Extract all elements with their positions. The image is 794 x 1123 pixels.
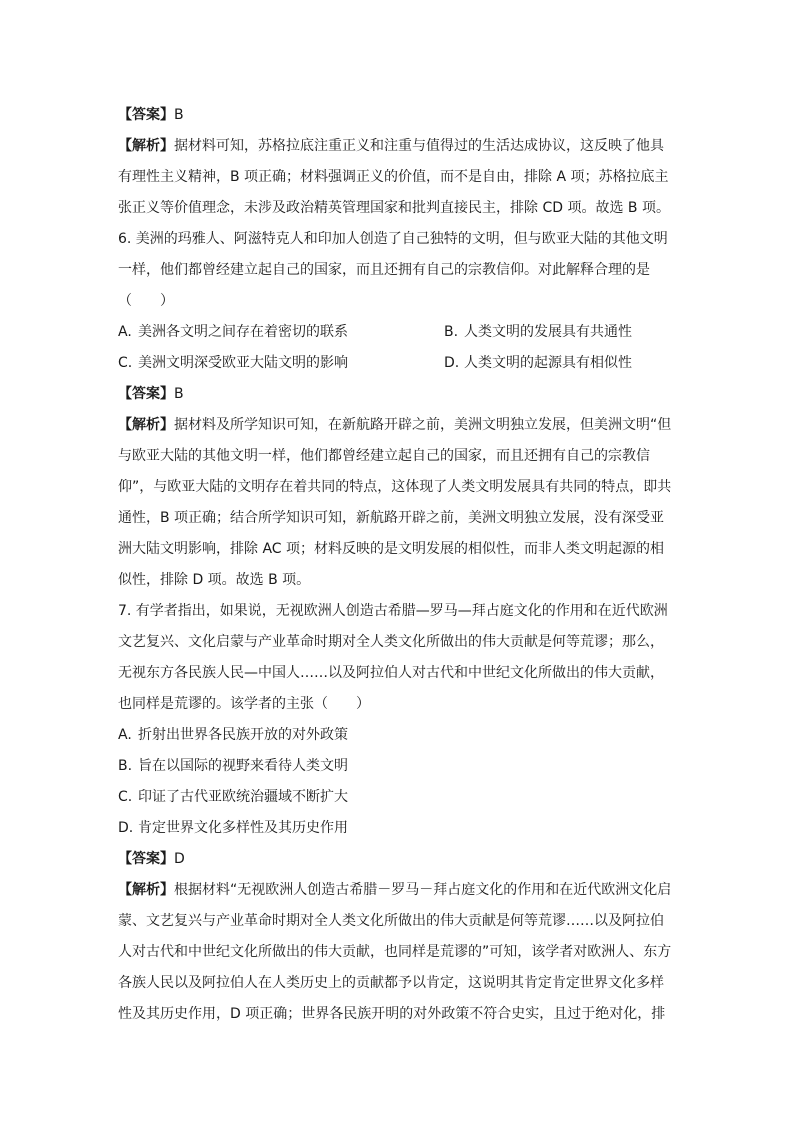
option-d bbox=[444, 348, 632, 379]
answer-tag: 【答案】 bbox=[118, 107, 174, 123]
analysis-text: 洲大陆文明影响，排除 AC 项；材料反映的是文明发展的相似性，而非人类文明起源的相 bbox=[118, 541, 665, 557]
q6-analysis-line bbox=[118, 410, 678, 441]
analysis-text: 张正义等价值理念，未涉及政治精英管理国家和批判直接民主，排除 CD 项。故选 B 项。 bbox=[118, 200, 670, 216]
analysis-text: 通性，B 项正确；结合所学知识可知，新航路开辟之前，美洲文明独立发展，没有深受亚 bbox=[118, 510, 665, 526]
question-stem: 也同样是荒谬的。该学者的主张（ ） bbox=[118, 696, 370, 712]
analysis-text: 性及其历史作用，D 项正确；世界各民族开明的对外政策不符合史实，且过于绝对化，排 bbox=[118, 1006, 666, 1022]
question-stem: 6. 美洲的玛雅人、阿滋特克人和印加人创造了自己独特的文明，但与欧亚大陆的其他文明 bbox=[118, 231, 668, 247]
option-text: 人类文明的起源具有相似性 bbox=[464, 355, 632, 371]
option-text: 人类文明的发展具有共通性 bbox=[464, 324, 632, 340]
question-stem: 一样，他们都曾经建立起自己的国家，而且还拥有自己的宗教信仰。对此解释合理的是 bbox=[118, 262, 650, 278]
q5-analysis-line bbox=[118, 131, 678, 162]
question-stem: 无视东方各民族人民—中国人……以及阿拉伯人对古代和中世纪文化所做出的伟大贡献， bbox=[118, 665, 664, 681]
analysis-text: 人对古代和中世纪文化所做出的伟大贡献，也同样是荒谬的”可知，该学者对欧洲人、东方 bbox=[118, 944, 672, 960]
option-b bbox=[444, 317, 632, 348]
option-text: 美洲各文明之间存在着密切的联系 bbox=[138, 324, 348, 340]
option-text: 肯定世界文化多样性及其历史作用 bbox=[138, 820, 348, 836]
question-stem: （ ） bbox=[118, 293, 174, 309]
answer-value: B bbox=[174, 107, 184, 123]
analysis-text: 与欧亚大陆的其他文明一样，他们都曾经建立起自己的国家，而且还拥有自己的宗教信 bbox=[118, 448, 650, 464]
option-text: 折射出世界各民族开放的对外政策 bbox=[138, 727, 348, 743]
option-letter: D. bbox=[118, 820, 134, 836]
option-c bbox=[118, 782, 678, 813]
answer-value: B bbox=[174, 386, 184, 402]
option-letter: C. bbox=[118, 789, 133, 805]
analysis-text: 蒙、文艺复兴与产业革命时期对全人类文化所做出的伟大贡献是何等荒谬……以及阿拉伯 bbox=[118, 913, 664, 929]
analysis-text: 仰”，与欧亚大陆的文明存在着共同的特点，这体现了人类文明发展具有共同的特点，即共 bbox=[118, 479, 672, 495]
option-letter: A. bbox=[118, 324, 132, 340]
option-b bbox=[118, 751, 678, 782]
answer-tag: 【答案】 bbox=[118, 851, 174, 867]
q7-answer-line bbox=[118, 844, 678, 875]
question-stem: 7. 有学者指出，如果说，无视欧洲人创造古希腊—罗马—拜占庭文化的作用和在近代欧洲 bbox=[118, 603, 668, 619]
option-letter: B. bbox=[118, 758, 133, 774]
q7-analysis-line bbox=[118, 875, 678, 906]
analysis-text: 似性，排除 D 项。故选 B 项。 bbox=[118, 572, 311, 588]
options-row bbox=[118, 317, 678, 348]
analysis-tag: 【解析】 bbox=[118, 417, 174, 433]
option-a bbox=[118, 720, 678, 751]
document-page bbox=[118, 100, 678, 1030]
answer-tag: 【答案】 bbox=[118, 386, 174, 402]
option-a bbox=[118, 317, 348, 348]
analysis-tag: 【解析】 bbox=[118, 138, 174, 154]
option-text: 印证了古代亚欧统治疆域不断扩大 bbox=[138, 789, 348, 805]
option-letter: C. bbox=[118, 355, 133, 371]
q5-answer-line bbox=[118, 100, 678, 131]
q6-answer-line bbox=[118, 379, 678, 410]
option-c bbox=[118, 348, 348, 379]
analysis-text: 根据材料“无视欧洲人创造古希腊－罗马－拜占庭文化的作用和在近代欧洲文化启 bbox=[174, 882, 672, 898]
option-letter: B. bbox=[444, 324, 459, 340]
analysis-tag: 【解析】 bbox=[118, 882, 174, 898]
option-letter: D. bbox=[444, 355, 460, 371]
analysis-text: 据材料可知，苏格拉底注重正义和注重与值得过的生活达成协议，这反映了他具 bbox=[174, 138, 664, 154]
question-stem: 文艺复兴、文化启蒙与产业革命时期对全人类文化所做出的伟大贡献是何等荒谬；那么， bbox=[118, 634, 664, 650]
analysis-text: 有理性主义精神，B 项正确；材料强调正义的价值，而不是自由，排除 A 项；苏格拉底主 bbox=[118, 169, 669, 185]
analysis-text: 各族人民以及阿拉伯人在人类历史上的贡献都予以肯定，这说明其肯定肯定世界文化多样 bbox=[118, 975, 664, 991]
answer-value: D bbox=[174, 851, 185, 867]
analysis-text: 据材料及所学知识可知，在新航路开辟之前，美洲文明独立发展，但美洲文明“但 bbox=[174, 417, 672, 433]
options-row bbox=[118, 348, 678, 379]
option-text: 美洲文明深受欧亚大陆文明的影响 bbox=[138, 355, 348, 371]
option-d bbox=[118, 813, 678, 844]
option-letter: A. bbox=[118, 727, 132, 743]
option-text: 旨在以国际的视野来看待人类文明 bbox=[138, 758, 348, 774]
